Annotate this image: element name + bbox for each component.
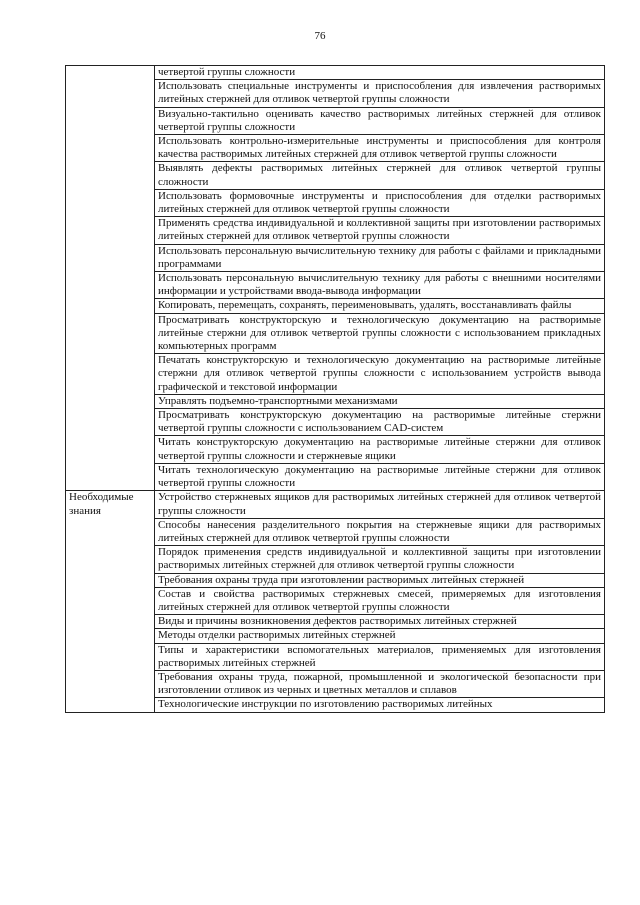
table-row — [66, 491, 605, 518]
skill-text: Копировать, перемещать, сохранять, переименовывать, удалять, восстанавливать файлы — [155, 299, 605, 313]
skill-text: Печатать конструкторскую и технологическую документацию на растворимые литейные стержни для отливок четвертой группы сложности с использованием устройств вывода графической и текстовой информации — [155, 354, 605, 395]
skill-text: Использовать контрольно-измерительные инструменты и приспособления для контроля качества растворимых литейных стержней для отливок четвертой группы сложности — [155, 135, 605, 162]
knowledge-section — [66, 491, 605, 712]
knowledge-text: Требования охраны труда при изготовлении растворимых литейных стержней — [155, 573, 605, 587]
skill-text: четвертой группы сложности — [155, 66, 605, 80]
skill-text: Читать технологическую документацию на растворимые литейные стержни для отливок четвертой группы сложности — [155, 463, 605, 490]
section-label-knowledge: Необходимые знания — [66, 491, 155, 712]
skill-text: Просматривать конструкторскую документацию на растворимые литейные стержни четвертой группы сложности с использованием CAD-систем — [155, 409, 605, 436]
competency-table — [65, 65, 605, 713]
knowledge-text: Состав и свойства растворимых стержневых смесей, примеряемых для изготовления литейных стержней для отливок четвертой группы сложности — [155, 587, 605, 614]
skill-text: Использовать персональную вычислительную технику для работы с файлами и прикладными программами — [155, 244, 605, 271]
section-label-empty — [66, 66, 155, 491]
knowledge-text: Типы и характеристики вспомогательных материалов, применяемых для изготовления растворимых литейных стержней — [155, 643, 605, 670]
skill-text: Выявлять дефекты растворимых литейных стержней для отливок четвертой группы сложности — [155, 162, 605, 189]
skill-text: Визуально-тактильно оценивать качество растворимых литейных стержней для отливок четвертой группы сложности — [155, 107, 605, 134]
knowledge-text: Виды и причины возникновения дефектов растворимых литейных стержней — [155, 615, 605, 629]
knowledge-text: Технологические инструкции по изготовлению растворимых литейных — [155, 698, 605, 712]
knowledge-text: Устройство стержневых ящиков для растворимых литейных стержней для отливок четвертой группы сложности — [155, 491, 605, 518]
knowledge-text: Способы нанесения разделительного покрытия на стержневые ящики для растворимых литейных стержней для отливок четвертой группы сложности — [155, 518, 605, 545]
knowledge-text: Порядок применения средств индивидуальной и коллективной защиты при изготовлении растворимых литейных стержней для отливок четвертой группы сложности — [155, 546, 605, 573]
skills-section — [66, 66, 605, 491]
skill-text: Читать конструкторскую документацию на растворимые литейные стержни для отливок четвертой группы сложности и стержневые ящики — [155, 436, 605, 463]
skill-text: Управлять подъемно-транспортными механизмами — [155, 394, 605, 408]
skill-text: Просматривать конструкторскую и технологическую документацию на растворимые литейные стержни для отливок четвертой группы сложности с использованием прикладных компьютерных программ — [155, 313, 605, 354]
knowledge-text: Методы отделки растворимых литейных стержней — [155, 629, 605, 643]
knowledge-text: Требования охраны труда, пожарной, промышленной и экологической безопасности при изготовлении отливок из черных и цветных металлов и сплавов — [155, 670, 605, 697]
skill-text: Использовать персональную вычислительную технику для работы с внешними носителями информации и устройствами ввода-вывода информации — [155, 272, 605, 299]
page-number: 76 — [314, 30, 326, 42]
table-row — [66, 66, 605, 80]
skill-text: Применять средства индивидуальной и коллективной защиты при изготовлении растворимых литейных стержней для отливок четвертой группы сложности — [155, 217, 605, 244]
skill-text: Использовать формовочные инструменты и приспособления для отделки растворимых литейных стержней для отливок четвертой группы сложности — [155, 189, 605, 216]
skill-text: Использовать специальные инструменты и приспособления для извлечения растворимых литейных стержней для отливок четвертой группы сложности — [155, 80, 605, 107]
